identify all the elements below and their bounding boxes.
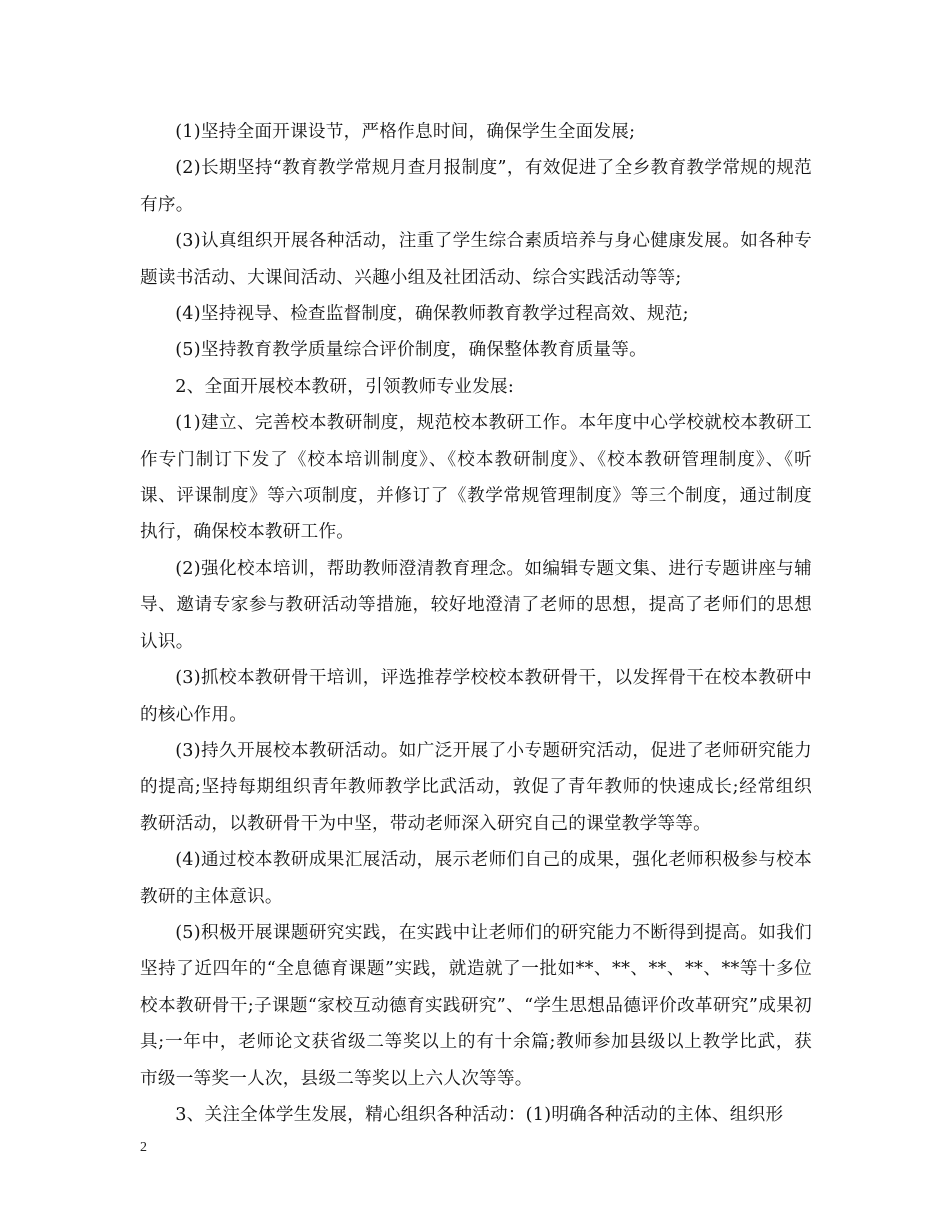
paragraph-5: (5)坚持教育教学质量综合评价制度，确保整体教育质量等。 <box>175 340 647 361</box>
paragraph-4: (4)坚持视导、检查监督制度，确保教师教育教学过程高效、规范; <box>175 304 689 325</box>
paragraph-12: (5)积极开展课题研究实践，在实践中让老师们的研究能力不断得到提高。如我们坚持了近四年的“全息德育课题”实践，就造就了一批如**、**、**、**、**等十多位校本教研骨干;子课题“家校互动德育实践研究”、“学生思想品德评价改革研究”成果初具;一年中，老师论文获省级二等奖以上的有十余篇;教师参加县级以上教学比武，获市级一等奖一人次，县级二等奖以上六人次等等。 <box>140 922 812 1089</box>
document-body <box>140 114 812 1133</box>
paragraph-9: (3)抓校本教研骨干培训，评选推荐学校校本教研骨干，以发挥骨干在校本教研中的核心作用。 <box>140 668 812 725</box>
section-heading-3: 3、关注全体学生发展，精心组织各种活动：(1)明确各种活动的主体、组织形 <box>175 1104 784 1125</box>
paragraph-8: (2)强化校本培训，帮助教师澄清教育理念。如编辑专题文集、进行专题讲座与辅导、邀请专家参与教研活动等措施，较好地澄清了老师的思想，提高了老师们的思想认识。 <box>140 558 812 652</box>
paragraph-10: (3)持久开展校本教研活动。如广泛开展了小专题研究活动，促进了老师研究能力的提高;坚持每期组织青年教师教学比武活动，敦促了青年教师的快速成长;经常组织教研活动，以教研骨干为中坚，带动老师深入研究自己的课堂教学等等。 <box>140 740 812 834</box>
paragraph-7: (1)建立、完善校本教研制度，规范校本教研工作。本年度中心学校就校本教研工作专门制订下发了《校本培训制度》、《校本教研制度》、《校本教研管理制度》、《听课、评课制度》等六项制度，并修订了《教学常规管理制度》等三个制度，通过制度执行，确保校本教研工作。 <box>140 413 812 543</box>
paragraph-1: (1)坚持全面开课设节，严格作息时间，确保学生全面发展; <box>175 122 636 142</box>
paragraph-2: (2)长期坚持“教育教学常规月查月报制度”，有效促进了全乡教育教学常规的规范有序。 <box>140 158 812 215</box>
section-heading-2: 2、全面开展校本教研，引领教师专业发展: <box>175 376 514 397</box>
paragraph-3: (3)认真组织开展各种活动，注重了学生综合素质培养与身心健康发展。如各种专题读书活动、大课间活动、兴趣小组及社团活动、综合实践活动等等; <box>140 231 812 288</box>
paragraph-11: (4)通过校本教研成果汇展活动，展示老师们自己的成果，强化老师积极参与校本教研的主体意识。 <box>140 850 812 907</box>
page-number: 2 <box>140 1140 147 1155</box>
